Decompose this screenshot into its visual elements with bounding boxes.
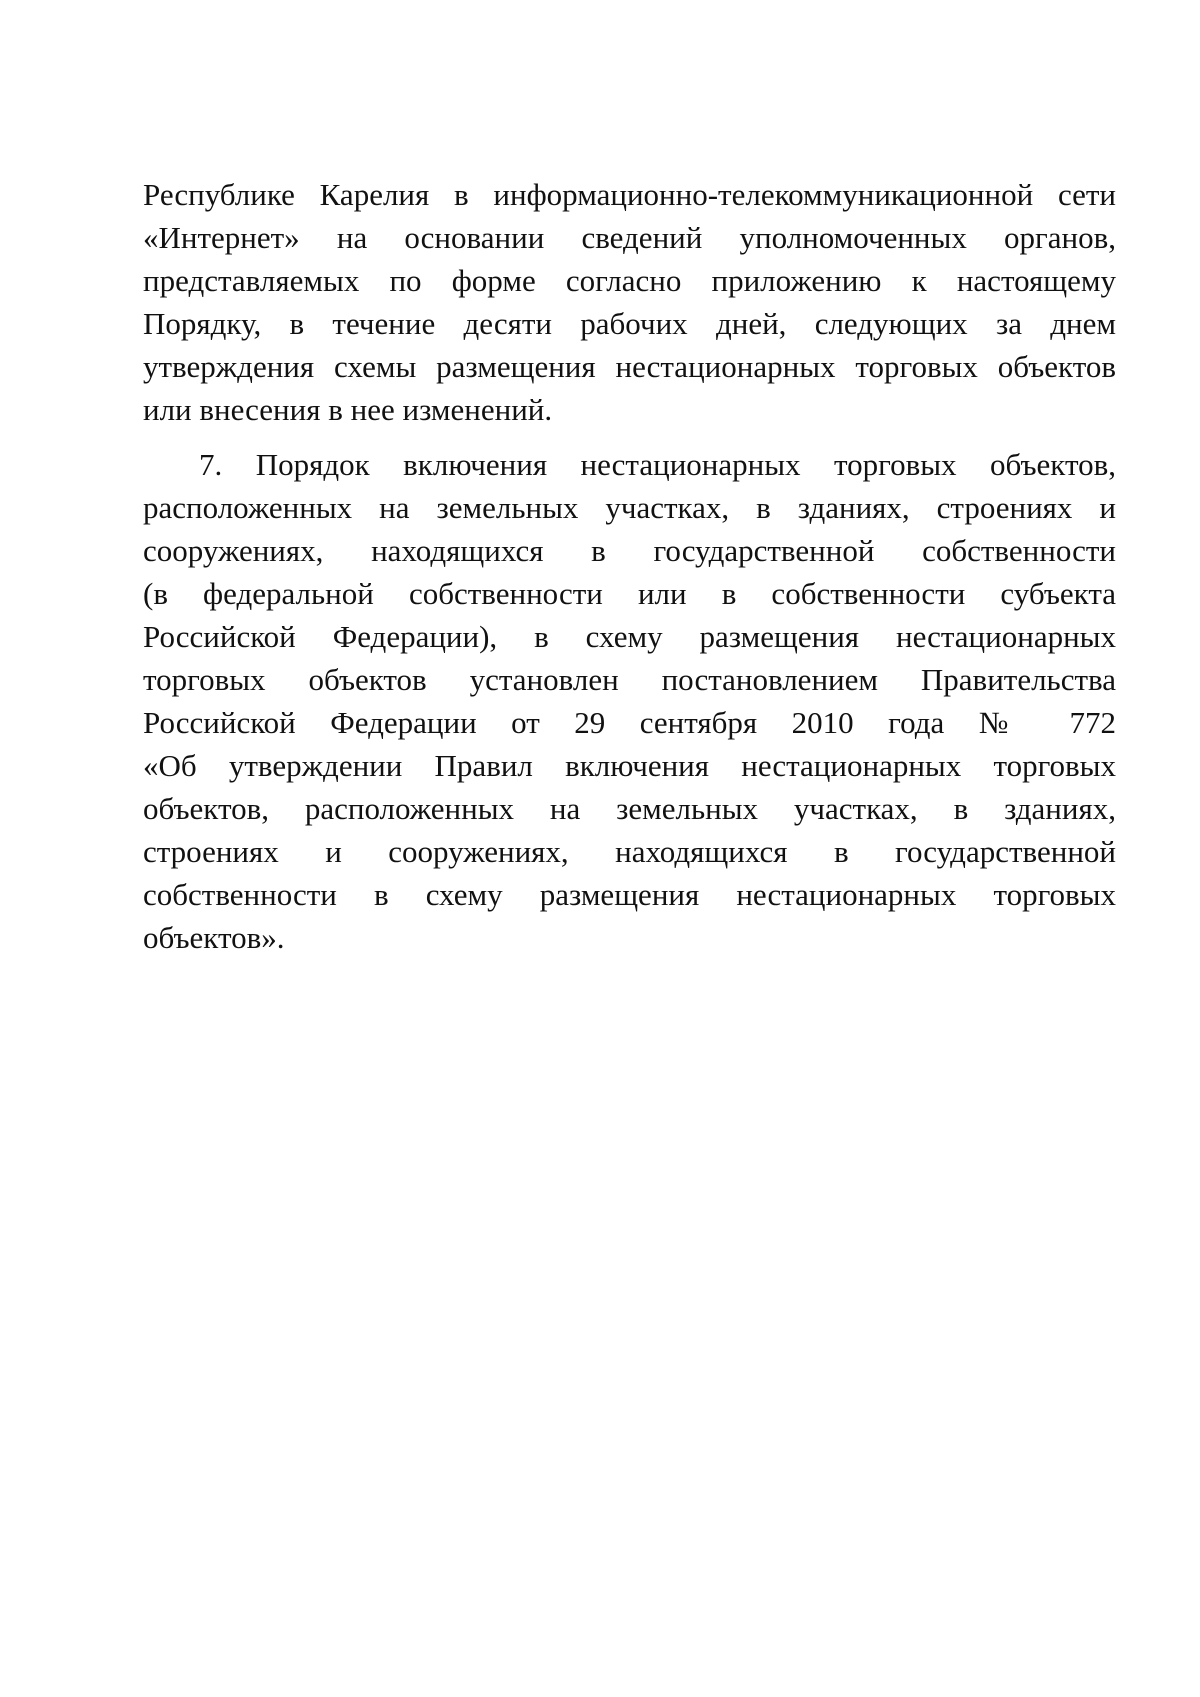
paragraph-1-line: представляемых по форме согласно приложению к настоящему	[143, 263, 1116, 298]
paragraph-2-line: собственности в схему размещения нестационарных торговых	[143, 877, 1116, 912]
paragraph-2-line: сооружениях, находящихся в государственной собственности	[143, 533, 1116, 568]
paragraph-1-line: Республике Карелия в информационно-телекоммуникационной сети	[143, 177, 1116, 212]
paragraph-2-line: Российской Федерации от 29 сентября 2010 года № 772	[143, 705, 1116, 740]
paragraph-1	[143, 173, 1116, 431]
paragraph-2-line: 7. Порядок включения нестационарных торговых объектов,	[199, 447, 1116, 482]
paragraph-2-line: «Об утверждении Правил включения нестационарных торговых	[143, 748, 1116, 783]
paragraph-1-line: «Интернет» на основании сведений уполномоченных органов,	[143, 220, 1116, 255]
paragraph-2-line: объектов».	[143, 920, 285, 955]
paragraph-1-line: или внесения в нее изменений.	[143, 392, 553, 427]
paragraph-2-line: (в федеральной собственности или в собственности субъекта	[143, 576, 1116, 611]
paragraph-2-line: Российской Федерации), в схему размещения нестационарных	[143, 619, 1116, 654]
paragraph-1-line: Порядку, в течение десяти рабочих дней, следующих за днем	[143, 306, 1116, 341]
paragraph-2-line: расположенных на земельных участках, в зданиях, строениях и	[143, 490, 1116, 525]
paragraph-2-line: строениях и сооружениях, находящихся в государственной	[143, 834, 1116, 869]
paragraph-2-line: объектов, расположенных на земельных участках, в зданиях,	[143, 791, 1116, 826]
paragraph-2-line: торговых объектов установлен постановлением Правительства	[143, 662, 1116, 697]
paragraph-2	[143, 443, 1116, 959]
paragraph-1-line: утверждения схемы размещения нестационарных торговых объектов	[143, 349, 1116, 384]
